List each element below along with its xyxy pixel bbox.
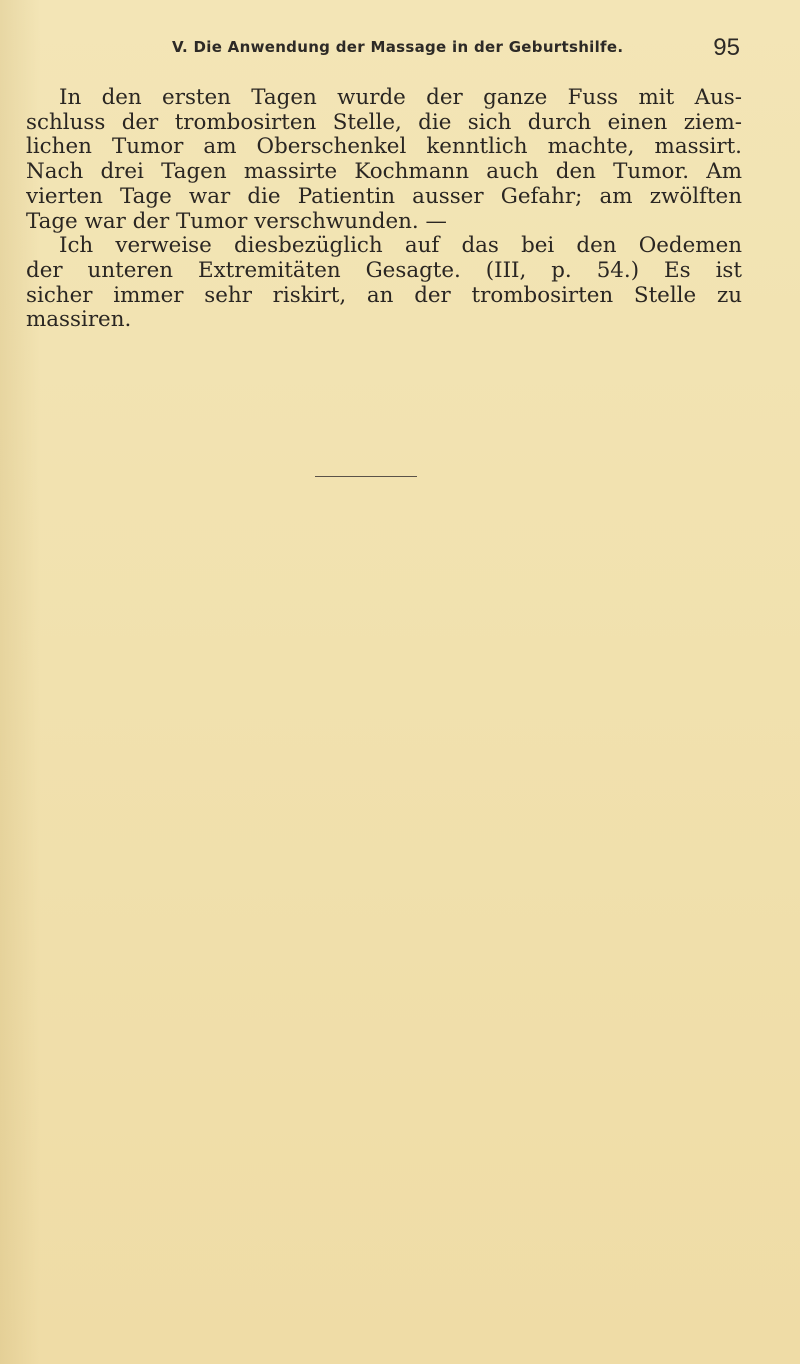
- text-line: Tage war der Tumor verschwunden. —: [26, 209, 447, 234]
- text-line: massiren.: [26, 308, 132, 333]
- section-end-rule: [315, 476, 417, 477]
- text-line: vierten Tage war die Patientin ausser Gefahr; am zwölften: [26, 184, 742, 209]
- running-title: V. Die Anwendung der Massage in der Geburtshilfe.: [172, 38, 624, 56]
- text-line: sicher immer sehr riskirt, an der trombosirten Stelle zu: [26, 283, 742, 308]
- text-line: In den ersten Tagen wurde der ganze Fuss mit Aus-: [59, 86, 742, 110]
- text-line: lichen Tumor am Oberschenkel kenntlich machte, massirt.: [26, 135, 742, 160]
- text-line: Ich verweise diesbezüglich auf das bei den Oedemen: [59, 234, 742, 259]
- page-number: 95: [713, 34, 740, 61]
- text-line: schluss der trombosirten Stelle, die sich durch einen ziem-: [26, 110, 742, 135]
- text-line: Nach drei Tagen massirte Kochmann auch den Tumor. Am: [26, 160, 742, 185]
- text-line: der unteren Extremitäten Gesagte. (III, p. 54.) Es ist: [26, 258, 742, 283]
- running-head: [100, 34, 740, 64]
- body-text: [26, 86, 742, 333]
